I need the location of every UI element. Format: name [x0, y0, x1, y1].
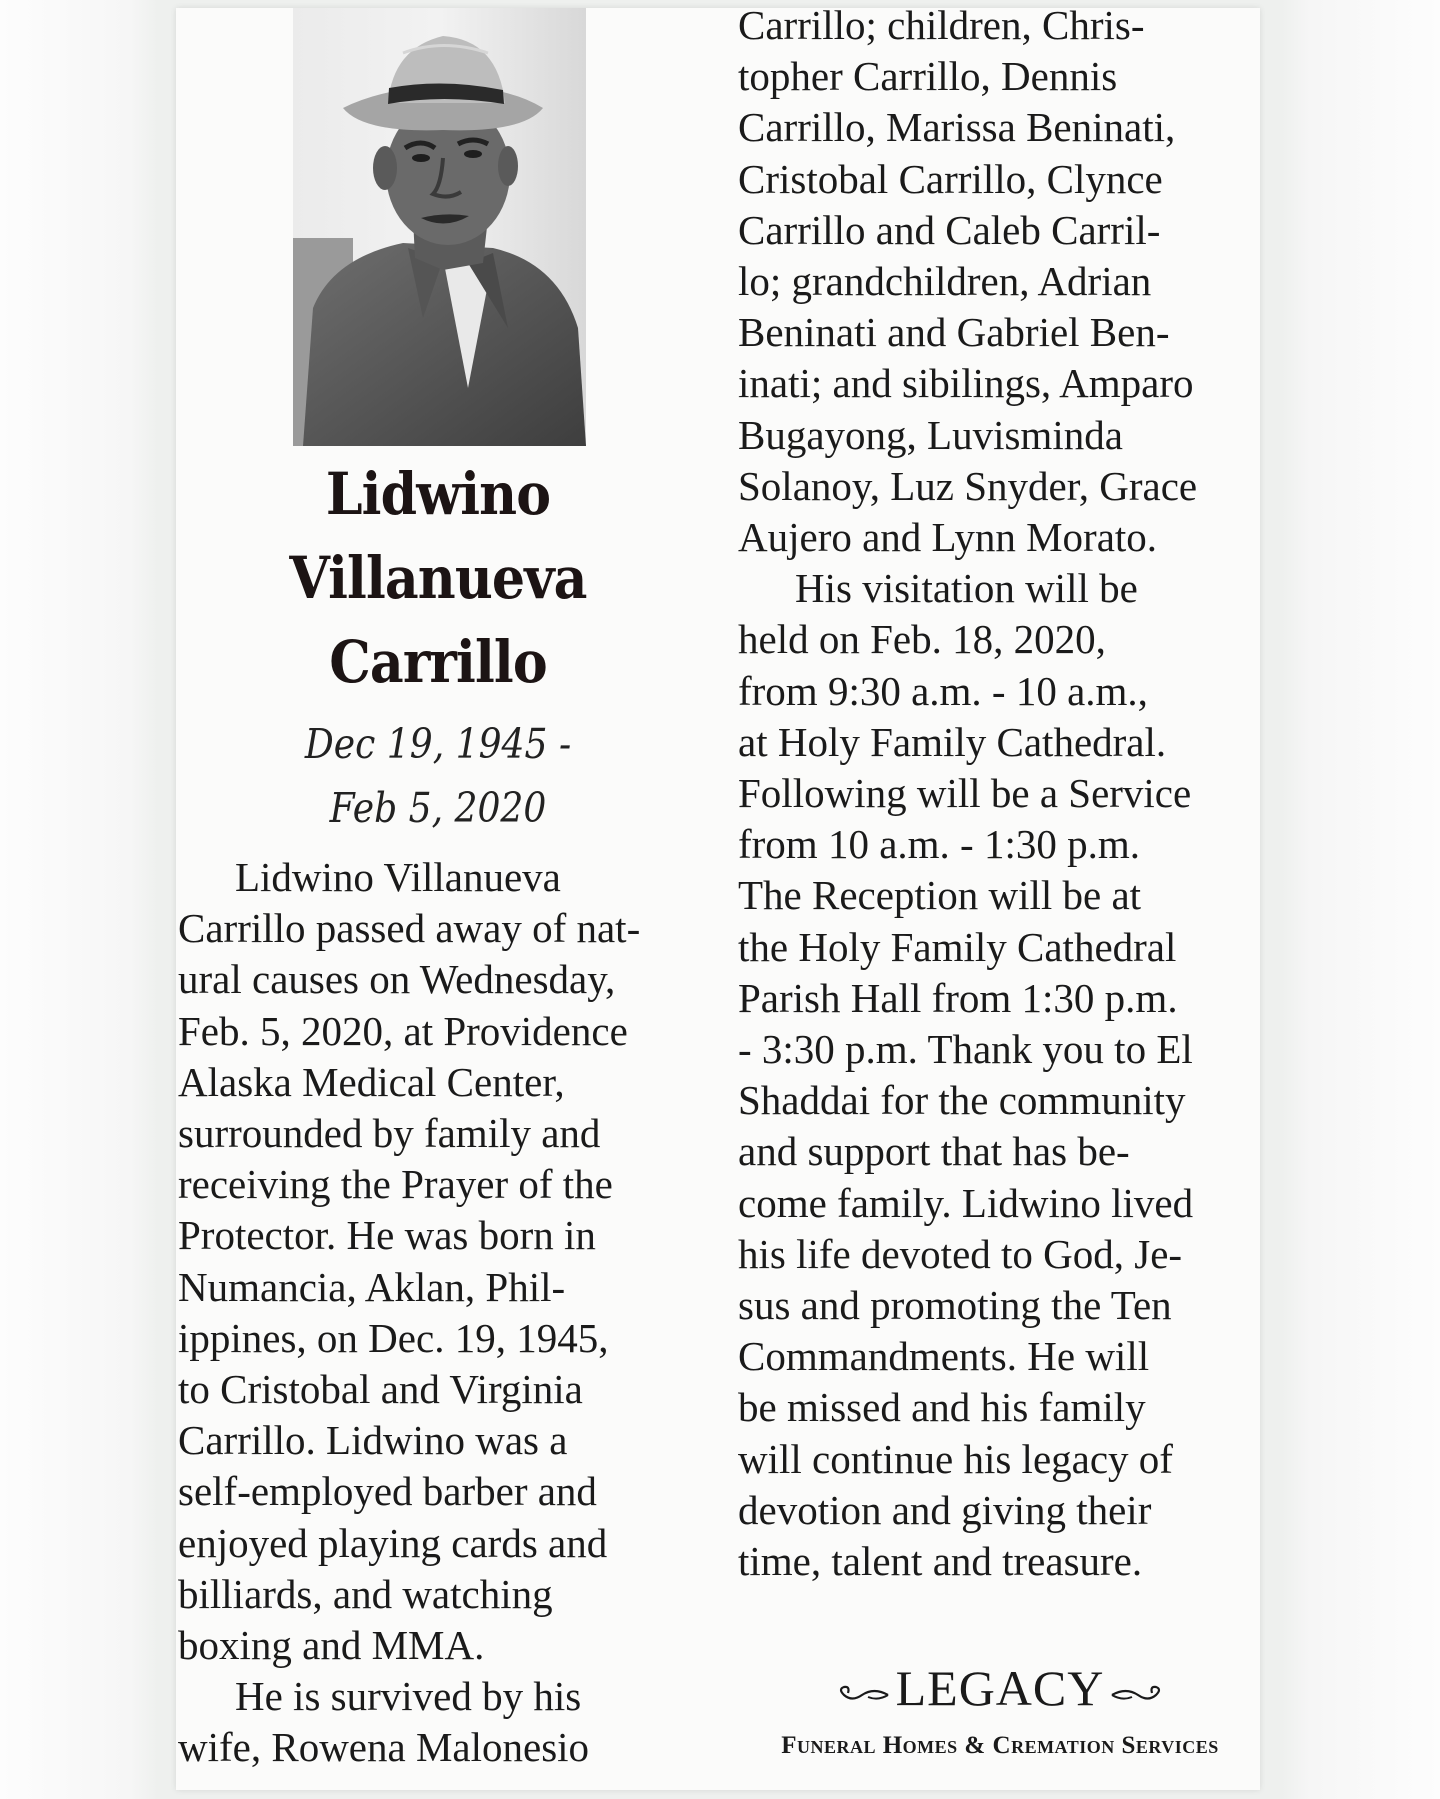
text-line: boxing and MMA. [178, 1622, 485, 1669]
text-line: the Holy Family Cathedral [738, 923, 1177, 970]
text-line: held on Feb. 18, 2020, [738, 616, 1106, 663]
text-line: billiards, and watching [178, 1570, 553, 1617]
text-line: Lidwino Villanueva [235, 854, 561, 900]
logo-subtitle: Funeral Homes & Cremation Services [781, 1732, 1219, 1759]
text-line: receiving the Prayer of the [178, 1161, 613, 1208]
text-line: Shaddai for the community [738, 1077, 1186, 1124]
text-line: from 9:30 a.m. - 10 a.m., [738, 667, 1148, 714]
text-line: Beninati and Gabriel Ben- [738, 309, 1170, 356]
birth-date: Dec 19, 1945 - [304, 720, 572, 768]
text-line: devotion and giving their [738, 1486, 1152, 1533]
text-line: Numancia, Aklan, Phil- [178, 1263, 566, 1310]
text-line: Following will be a Service [738, 770, 1192, 817]
text-line: He is survived by his [235, 1673, 582, 1720]
text-line: will continue his legacy of [738, 1435, 1173, 1482]
text-line: inati; and sibilings, Amparo [738, 360, 1194, 407]
text-line: Bugayong, Luvisminda [738, 411, 1123, 458]
obituary-left-column [178, 852, 708, 1774]
name-line-first: Lidwino [325, 460, 551, 528]
text-line: from 10 a.m. - 1:30 p.m. [738, 821, 1140, 868]
portrait-photo [293, 8, 586, 446]
obituary-right-column [738, 0, 1258, 1587]
text-line: ural causes on Wednesday, [178, 956, 616, 1003]
text-line: wife, Rowena Malonesio [178, 1724, 590, 1771]
text-line: surrounded by family and [178, 1110, 601, 1157]
swirl-left-icon [834, 1660, 890, 1716]
text-line: and support that has be- [738, 1128, 1130, 1175]
text-line: The Reception will be at [738, 872, 1142, 919]
text-line: Cristobal Carrillo, Clynce [738, 155, 1163, 202]
text-line: be missed and his family [738, 1384, 1146, 1431]
text-line: Alaska Medical Center, [178, 1058, 565, 1105]
name-line-last: Carrillo [329, 628, 547, 696]
text-line: Carrillo and Caleb Carril- [738, 206, 1161, 253]
text-line: Aujero and Lynn Morato. [738, 514, 1158, 561]
text-line: lo; grandchildren, Adrian [738, 258, 1152, 305]
deceased-name [204, 452, 672, 704]
logo-name: LEGACY [895, 1660, 1105, 1716]
text-line: Commandments. He will [738, 1333, 1150, 1380]
text-line: Carrillo passed away of nat- [178, 905, 641, 952]
text-line: Parish Hall from 1:30 p.m. [738, 974, 1178, 1021]
text-line: Carrillo, Marissa Beninati, [738, 104, 1176, 151]
text-line: his life devoted to God, Je- [738, 1230, 1183, 1277]
text-line: Solanoy, Luz Snyder, Grace [738, 462, 1198, 509]
text-line: Protector. He was born in [178, 1212, 596, 1259]
text-line: at Holy Family Cathedral. [738, 718, 1167, 765]
name-line-middle: Villanueva [289, 544, 587, 612]
logo-wordmark [740, 1660, 1260, 1716]
portrait-image [293, 8, 586, 446]
text-line: - 3:30 p.m. Thank you to El [738, 1026, 1193, 1073]
life-dates [209, 712, 667, 840]
text-line: ippines, on Dec. 19, 1945, [178, 1314, 609, 1361]
text-line: Feb. 5, 2020, at Providence [178, 1007, 628, 1054]
text-line: enjoyed playing cards and [178, 1519, 608, 1566]
legacy-logo [740, 1660, 1260, 1766]
text-line: His visitation will be [795, 565, 1138, 612]
text-line: self-employed barber and [178, 1468, 597, 1515]
text-line: sus and promoting the Ten [738, 1282, 1172, 1329]
text-line: to Cristobal and Virginia [178, 1366, 583, 1413]
death-date: Feb 5, 2020 [329, 784, 547, 832]
text-line: time, talent and treasure. [738, 1538, 1143, 1585]
text-line: Carrillo. Lidwino was a [178, 1417, 568, 1464]
text-line: Carrillo; children, Chris- [738, 2, 1145, 48]
swirl-right-icon [1110, 1660, 1166, 1716]
text-line: come family. Lidwino lived [738, 1179, 1194, 1226]
text-line: topher Carrillo, Dennis [738, 53, 1118, 100]
